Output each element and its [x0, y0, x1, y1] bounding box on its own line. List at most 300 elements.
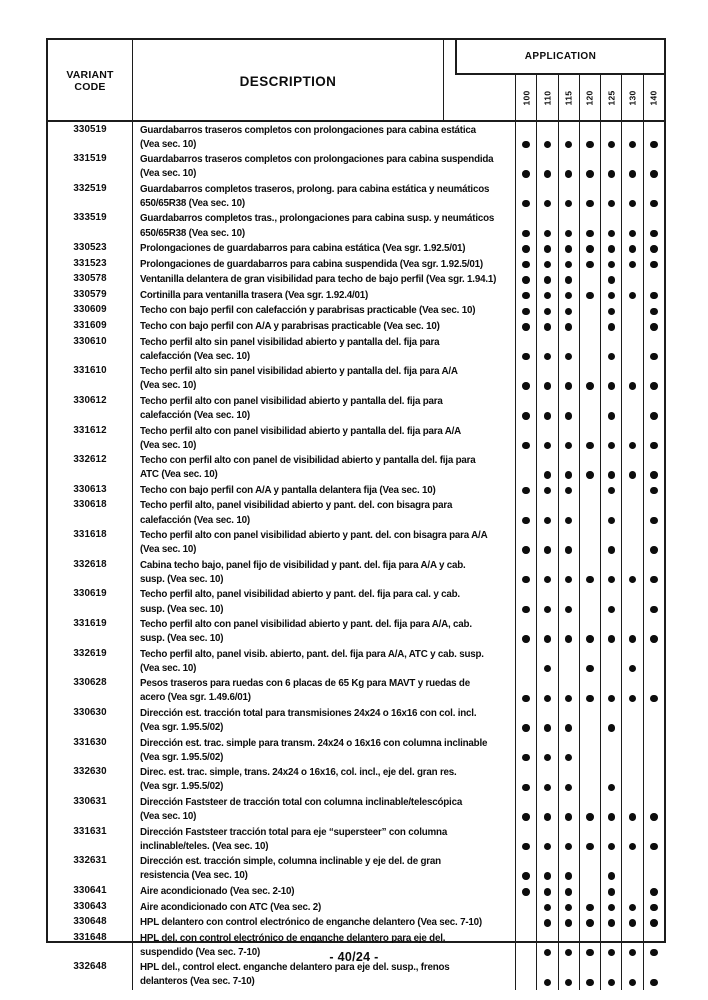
description-line: (Vea sgr. 1.95.5/02): [140, 722, 224, 734]
application-dot-cell-125: [600, 152, 621, 182]
application-dot: [544, 323, 552, 331]
table-row: [48, 883, 664, 899]
application-dots: [515, 453, 664, 483]
description-line: Pesos traseros para ruedas con 6 placas de 65 Kg para MAVT y ruedas de: [140, 678, 470, 690]
application-dot-cell-120: [579, 735, 600, 765]
description-line: Techo perfil alto, panel visibilidad abierto y pant. del. fija para cal. y cab.: [140, 589, 460, 601]
application-dot-cell-110: [536, 557, 557, 587]
application-dot: [522, 442, 530, 450]
application-dot: [629, 382, 637, 390]
application-dot: [544, 888, 552, 896]
application-dot-cell-110: [536, 706, 557, 736]
application-dot: [522, 412, 530, 420]
application-dot: [544, 754, 552, 762]
application-dot-cell-100: [515, 960, 536, 990]
application-dot-cell-125: [600, 482, 621, 498]
variant-code-cell: 330613: [48, 482, 133, 498]
application-dot: [608, 353, 616, 361]
application-dots: [515, 241, 664, 257]
variant-code-cell: 332612: [48, 453, 133, 483]
application-dot: [650, 382, 658, 390]
application-dot: [629, 635, 637, 643]
application-dot: [565, 606, 573, 614]
application-dot: [608, 292, 616, 300]
application-dot-cell-110: [536, 528, 557, 558]
application-dot-cell-120: [579, 528, 600, 558]
model-column-headers: [515, 75, 664, 120]
application-dot-cell-115: [558, 423, 579, 453]
application-dot-cell-125: [600, 241, 621, 257]
application-dot: [544, 412, 552, 420]
application-dot-cell-140: [643, 899, 664, 915]
application-dot: [608, 323, 616, 331]
description-cell: [133, 735, 515, 765]
application-dot: [544, 200, 552, 208]
description-cell: [133, 899, 515, 915]
application-dot: [544, 919, 552, 927]
application-dots: [515, 287, 664, 303]
description-cell: [133, 795, 515, 825]
application-dot-cell-140: [643, 453, 664, 483]
description-cell: [133, 706, 515, 736]
application-dot-cell-120: [579, 915, 600, 931]
application-dot: [586, 919, 594, 927]
application-dot: [608, 200, 616, 208]
application-dot: [544, 695, 552, 703]
application-dot-cell-120: [579, 617, 600, 647]
application-dot-cell-110: [536, 319, 557, 335]
description-line: ATC (Vea sec. 10): [140, 469, 218, 481]
table-row: [48, 765, 664, 795]
application-dot-cell-120: [579, 122, 600, 152]
application-dot-cell-140: [643, 241, 664, 257]
description-line: HPL delantero con control electrónico de enganche delantero (Vea sec. 7-10): [140, 917, 482, 929]
application-dot: [565, 261, 573, 269]
application-dot-cell-120: [579, 256, 600, 272]
application-dot-cell-130: [621, 899, 642, 915]
application-dot-cell-100: [515, 795, 536, 825]
table-row: [48, 854, 664, 884]
description-line: Techo perfil alto con panel visibilidad abierto y pant. del. fija para A/A, cab.: [140, 619, 472, 631]
application-dot: [586, 665, 594, 673]
application-dot: [522, 635, 530, 643]
application-dot: [522, 576, 530, 584]
application-dot-cell-115: [558, 334, 579, 364]
application-dot-cell-130: [621, 181, 642, 211]
application-dot-cell-130: [621, 334, 642, 364]
application-dot: [522, 200, 530, 208]
variant-code-cell: 330523: [48, 241, 133, 257]
application-dot: [608, 170, 616, 178]
application-dot-cell-100: [515, 587, 536, 617]
description-cell: [133, 122, 515, 152]
application-dot: [608, 245, 616, 253]
description-line: calefacción (Vea sec. 10): [140, 350, 250, 362]
application-dot-cell-120: [579, 181, 600, 211]
variant-code-cell: 331609: [48, 319, 133, 335]
application-dot: [522, 245, 530, 253]
description-line: (Vea sgr. 1.95.5/02): [140, 781, 224, 793]
application-dot-cell-120: [579, 482, 600, 498]
application-dot: [650, 170, 658, 178]
application-dot-cell-110: [536, 287, 557, 303]
application-dot-cell-115: [558, 915, 579, 931]
application-dot: [650, 261, 658, 269]
variant-code-cell: 331612: [48, 423, 133, 453]
application-dot: [522, 872, 530, 880]
application-dot-cell-125: [600, 960, 621, 990]
application-dot: [565, 353, 573, 361]
table-row: [48, 617, 664, 647]
application-dot-cell-115: [558, 152, 579, 182]
application-dot-cell-120: [579, 423, 600, 453]
application-dot-cell-140: [643, 528, 664, 558]
description-line: Dirección Faststeer de tracción total con columna inclinable/telescópica: [140, 797, 463, 809]
application-dot: [565, 888, 573, 896]
application-dot: [522, 724, 530, 732]
application-dot: [629, 813, 637, 821]
application-dot-cell-115: [558, 256, 579, 272]
application-dot-cell-120: [579, 824, 600, 854]
application-dot: [586, 141, 594, 149]
application-dot: [650, 635, 658, 643]
application-dot-cell-120: [579, 646, 600, 676]
application-dot-cell-125: [600, 557, 621, 587]
application-dot: [544, 784, 552, 792]
application-dot-cell-140: [643, 557, 664, 587]
application-dot: [522, 382, 530, 390]
application-dot-cell-130: [621, 883, 642, 899]
application-dot-cell-100: [515, 334, 536, 364]
application-dot-cell-140: [643, 122, 664, 152]
table-row: [48, 587, 664, 617]
application-dot-cell-130: [621, 587, 642, 617]
application-dot-cell-115: [558, 854, 579, 884]
application-dot-cell-140: [643, 256, 664, 272]
application-dot-cell-140: [643, 334, 664, 364]
application-dot-cell-115: [558, 181, 579, 211]
application-dots: [515, 587, 664, 617]
application-dot-cell-125: [600, 181, 621, 211]
application-dot-cell-120: [579, 334, 600, 364]
description-line: (Vea sec. 10): [140, 544, 197, 556]
application-dot: [650, 353, 658, 361]
application-dot-cell-125: [600, 319, 621, 335]
description-cell: [133, 319, 515, 335]
application-dots: [515, 393, 664, 423]
table-row: [48, 181, 664, 211]
application-dot-cell-140: [643, 676, 664, 706]
application-dot: [629, 245, 637, 253]
application-dot-cell-110: [536, 241, 557, 257]
application-dot-cell-100: [515, 181, 536, 211]
table-row: [48, 287, 664, 303]
application-dot-cell-125: [600, 706, 621, 736]
application-dot-cell-120: [579, 795, 600, 825]
table-row: [48, 423, 664, 453]
application-dot-cell-120: [579, 303, 600, 319]
application-dot: [565, 843, 573, 851]
application-dot-cell-115: [558, 482, 579, 498]
model-column-header-130: 130: [621, 75, 642, 120]
application-dot-cell-115: [558, 676, 579, 706]
application-dots: [515, 854, 664, 884]
application-dot: [544, 353, 552, 361]
application-dot: [522, 353, 530, 361]
application-dot-cell-100: [515, 676, 536, 706]
application-dot-cell-130: [621, 706, 642, 736]
application-dot-cell-130: [621, 646, 642, 676]
description-cell: [133, 152, 515, 182]
application-dots: [515, 676, 664, 706]
application-dot: [629, 230, 637, 238]
page-number: - 40/24 -: [329, 950, 379, 964]
table-row: [48, 364, 664, 394]
application-dot-cell-125: [600, 765, 621, 795]
application-dot-cell-125: [600, 287, 621, 303]
application-dot: [650, 487, 658, 495]
application-dot: [565, 635, 573, 643]
application-dot-cell-100: [515, 883, 536, 899]
application-dot-cell-110: [536, 765, 557, 795]
description-line: delanteros (Vea sec. 7-10): [140, 976, 255, 988]
application-dot-cell-125: [600, 824, 621, 854]
application-dot-cell-125: [600, 122, 621, 152]
application-dot-cell-115: [558, 393, 579, 423]
application-dot: [608, 141, 616, 149]
application-dot-cell-110: [536, 854, 557, 884]
table-row: [48, 557, 664, 587]
application-dot-cell-110: [536, 617, 557, 647]
application-dot-cell-115: [558, 211, 579, 241]
description-line: (Vea sec. 10): [140, 138, 197, 150]
application-dot: [608, 442, 616, 450]
application-dots: [515, 915, 664, 931]
application-dot: [650, 695, 658, 703]
description-line: susp. (Vea sec. 10): [140, 573, 224, 585]
description-cell: [133, 854, 515, 884]
application-dot-cell-130: [621, 824, 642, 854]
description-cell: [133, 453, 515, 483]
application-dots: [515, 557, 664, 587]
application-dot: [522, 784, 530, 792]
application-dot-cell-100: [515, 824, 536, 854]
application-dot-cell-100: [515, 211, 536, 241]
application-dots: [515, 181, 664, 211]
application-header-label: APPLICATION: [524, 51, 597, 62]
application-dot-cell-125: [600, 646, 621, 676]
variant-code-cell: 332630: [48, 765, 133, 795]
description-line: Prolongaciones de guardabarros para cabina estática (Vea sgr. 1.92.5/01): [140, 243, 466, 255]
variant-code-cell: 330619: [48, 587, 133, 617]
description-line: (Vea sec. 10): [140, 439, 197, 451]
application-dot: [586, 292, 594, 300]
application-dot: [544, 170, 552, 178]
model-column-header-140: 140: [643, 75, 664, 120]
variant-code-cell: 330618: [48, 498, 133, 528]
description-line: Aire acondicionado con ATC (Vea sec. 2): [140, 901, 322, 913]
application-dot: [544, 471, 552, 479]
application-dot: [608, 276, 616, 284]
application-dot: [586, 813, 594, 821]
description-header: [133, 40, 444, 122]
application-dot-cell-110: [536, 795, 557, 825]
application-dot: [586, 471, 594, 479]
application-header: [455, 40, 664, 75]
application-dot: [544, 517, 552, 525]
application-dot: [522, 292, 530, 300]
application-dot-cell-110: [536, 498, 557, 528]
application-dot-cell-120: [579, 498, 600, 528]
application-dot: [650, 606, 658, 614]
application-dot: [608, 635, 616, 643]
application-dot: [544, 979, 552, 987]
model-column-header-110: 110: [536, 75, 557, 120]
table-row: [48, 319, 664, 335]
application-dot: [608, 724, 616, 732]
application-dot: [586, 979, 594, 987]
description-line: Techo perfil alto, panel visibilidad abierto y pant. del. con bisagra para: [140, 500, 453, 512]
application-dot: [586, 635, 594, 643]
application-dot-cell-125: [600, 915, 621, 931]
description-cell: [133, 482, 515, 498]
description-cell: [133, 272, 515, 288]
application-dot: [544, 382, 552, 390]
table-row: [48, 824, 664, 854]
application-dot-cell-125: [600, 256, 621, 272]
variant-code-cell: 330628: [48, 676, 133, 706]
application-dot: [650, 813, 658, 821]
application-dot: [565, 308, 573, 316]
application-dot-cell-100: [515, 256, 536, 272]
application-dot-cell-125: [600, 528, 621, 558]
table-header: [48, 40, 664, 122]
variant-code-cell: 332519: [48, 181, 133, 211]
application-dot: [565, 323, 573, 331]
variant-code-cell: 330579: [48, 287, 133, 303]
application-dot: [565, 872, 573, 880]
application-dot-cell-120: [579, 319, 600, 335]
application-dot-cell-130: [621, 211, 642, 241]
application-dot: [586, 442, 594, 450]
application-dot: [586, 200, 594, 208]
application-dots: [515, 646, 664, 676]
application-dot-cell-100: [515, 272, 536, 288]
table-row: [48, 498, 664, 528]
application-dot-cell-120: [579, 706, 600, 736]
application-dots: [515, 706, 664, 736]
variant-code-cell: 330578: [48, 272, 133, 288]
application-dot: [629, 170, 637, 178]
variant-code-cell: 330609: [48, 303, 133, 319]
application-dot: [586, 695, 594, 703]
application-dot-cell-140: [643, 364, 664, 394]
application-dot-cell-130: [621, 241, 642, 257]
description-line: suspendido (Vea sec. 7-10): [140, 946, 261, 958]
application-dot: [608, 487, 616, 495]
application-dot: [522, 843, 530, 851]
description-cell: [133, 303, 515, 319]
application-dots: [515, 795, 664, 825]
application-dot-cell-100: [515, 528, 536, 558]
application-dot-cell-130: [621, 122, 642, 152]
application-dot-cell-110: [536, 122, 557, 152]
application-dot-cell-110: [536, 181, 557, 211]
description-cell: [133, 287, 515, 303]
variant-code-cell: 331630: [48, 735, 133, 765]
application-dot: [608, 576, 616, 584]
application-dot-cell-125: [600, 364, 621, 394]
table-row: [48, 676, 664, 706]
description-line: Techo perfil alto con panel visibilidad abierto y pantalla del. fija para A/A: [140, 425, 462, 437]
description-cell: [133, 765, 515, 795]
table-row: [48, 706, 664, 736]
variant-code-cell: 331648: [48, 930, 133, 960]
application-dots: [515, 272, 664, 288]
application-dot: [522, 487, 530, 495]
application-dot-cell-100: [515, 899, 536, 915]
application-dots: [515, 498, 664, 528]
application-dot-cell-110: [536, 587, 557, 617]
application-dot-cell-125: [600, 587, 621, 617]
application-dots: [515, 122, 664, 152]
application-dots: [515, 423, 664, 453]
application-dot-cell-110: [536, 453, 557, 483]
application-dot-cell-110: [536, 735, 557, 765]
variant-code-cell: 330630: [48, 706, 133, 736]
application-dot: [608, 695, 616, 703]
description-line: Dirección est. tracción simple, columna inclinable y eje del. de gran: [140, 856, 441, 868]
application-dot: [565, 382, 573, 390]
description-line: Techo perfil alto sin panel visibilidad abierto y pantalla del. fija para A/A: [140, 366, 458, 378]
application-dot-cell-130: [621, 960, 642, 990]
application-dot-cell-140: [643, 883, 664, 899]
application-dot-cell-140: [643, 211, 664, 241]
application-dot-cell-140: [643, 735, 664, 765]
application-dot: [544, 843, 552, 851]
description-cell: [133, 646, 515, 676]
application-dot-cell-130: [621, 676, 642, 706]
description-cell: [133, 587, 515, 617]
variant-code-cell: 330612: [48, 393, 133, 423]
description-line: HPL del. con control electrónico de enganche delantero para eje del.: [140, 932, 446, 944]
description-line: Techo con bajo perfil con A/A y pantalla delantera fija (Vea sec. 10): [140, 484, 436, 496]
application-dot: [565, 471, 573, 479]
application-dots: [515, 152, 664, 182]
application-dot-cell-140: [643, 765, 664, 795]
application-dot-cell-115: [558, 646, 579, 676]
description-line: Techo con perfil alto con panel de visibilidad abierto y pantalla del. fija para: [140, 455, 476, 467]
application-dot-cell-115: [558, 735, 579, 765]
description-line: resistencia (Vea sec. 10): [140, 870, 248, 882]
variant-code-header-line1: VARIANT: [66, 68, 114, 81]
application-dot-cell-120: [579, 287, 600, 303]
table-row: [48, 453, 664, 483]
application-dot: [608, 412, 616, 420]
application-dots: [515, 824, 664, 854]
application-dot: [565, 517, 573, 525]
application-dot-cell-140: [643, 482, 664, 498]
description-line: Guardabarros completos traseros, prolong. para cabina estática y neumáticos: [140, 183, 490, 195]
application-dot: [650, 200, 658, 208]
application-dot: [629, 200, 637, 208]
application-dot: [522, 170, 530, 178]
variant-code-cell: 330610: [48, 334, 133, 364]
application-dot: [565, 576, 573, 584]
application-dot-cell-125: [600, 883, 621, 899]
description-line: Techo perfil alto, panel visib. abierto, pant. del. fija para A/A, ATC y cab. susp.: [140, 648, 484, 660]
application-dot-cell-140: [643, 824, 664, 854]
